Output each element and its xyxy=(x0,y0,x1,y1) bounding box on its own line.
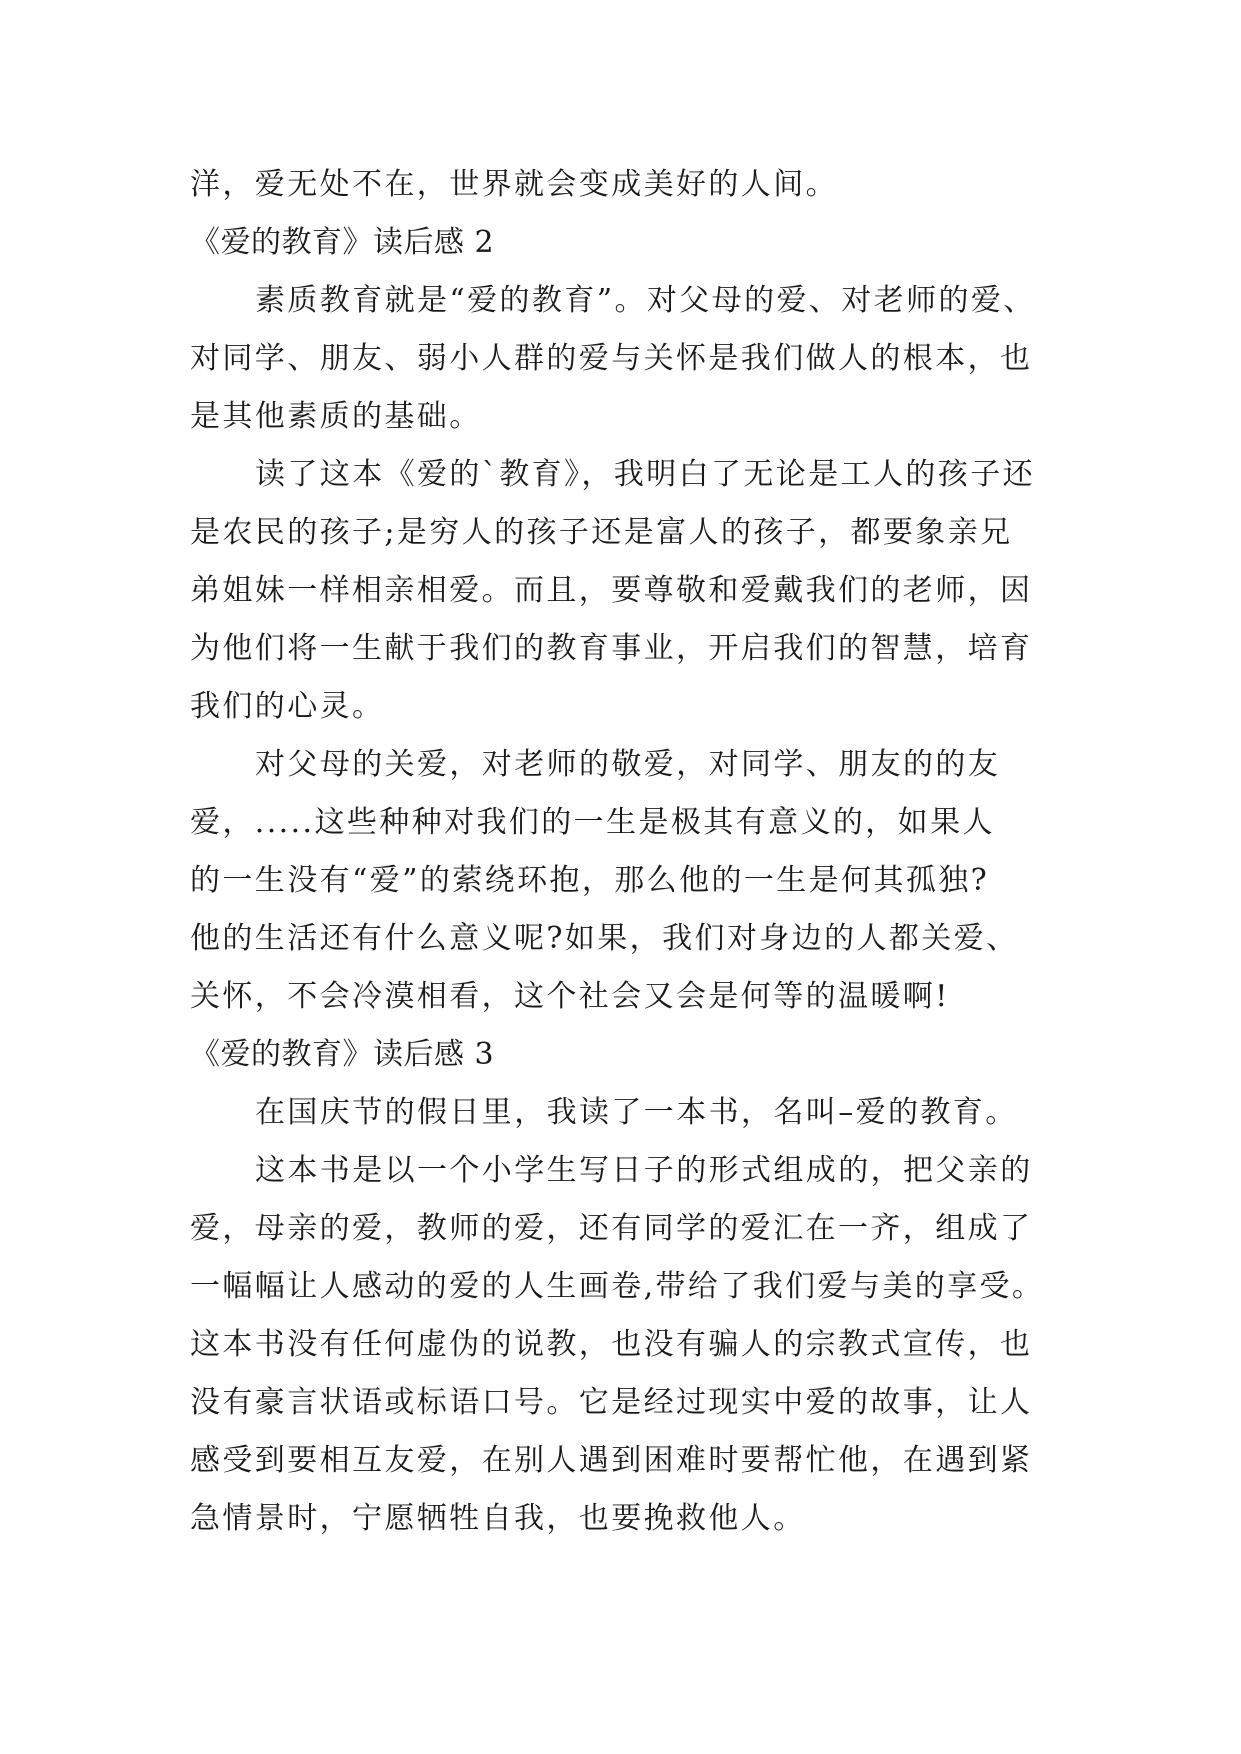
paragraph-line: 感受到要相互友爱，在别人遇到困难时要帮忙他，在遇到紧 xyxy=(190,1443,1033,1478)
paragraph-line: 爱，.....这些种种对我们的一生是极其有意义的，如果人 xyxy=(190,805,995,840)
paragraph-line: 洋，爱无处不在，世界就会变成美好的人间。 xyxy=(190,167,838,202)
paragraph-line: 爱，母亲的爱，教师的爱，还有同学的爱汇在一齐，组成了 xyxy=(190,1211,1033,1246)
paragraph-line: 对同学、朋友、弱小人群的爱与关怀是我们做人的根本，也 xyxy=(190,341,1033,376)
paragraph-line: 我们的心灵。 xyxy=(190,689,385,724)
paragraph-line: 没有豪言状语或标语口号。它是经过现实中爱的故事，让人 xyxy=(190,1385,1033,1420)
paragraph-line: 急情景时，宁愿牺牲自我，也要挽救他人。 xyxy=(190,1501,806,1536)
paragraph-line: 关怀，不会冷漠相看，这个社会又会是何等的温暖啊! xyxy=(190,979,950,1014)
paragraph-line: 的一生没有“爱”的萦绕环抱，那么他的一生是何其孤独? xyxy=(190,863,990,898)
paragraph-line: 弟姐妹一样相亲相爱。而且，要尊敬和爱戴我们的老师，因 xyxy=(190,573,1033,608)
paragraph-line: 这本书没有任何虚伪的说教，也没有骗人的宗教式宣传，也 xyxy=(190,1327,1033,1362)
paragraph-line: 读了这本《爱的`教育》，我明白了无论是工人的孩子还 xyxy=(255,457,1035,492)
paragraph-line: 一幅幅让人感动的爱的人生画卷,带给了我们爱与美的享受。 xyxy=(190,1269,1045,1304)
paragraph-line: 这本书是以一个小学生写日子的形式组成的，把父亲的 xyxy=(255,1153,1033,1188)
paragraph-line: 在国庆节的假日里，我读了一本书，名叫–爱的教育。 xyxy=(255,1095,1018,1130)
section-heading: 《爱的教育》读后感 2 xyxy=(190,225,495,260)
paragraph-line: 为他们将一生献于我们的教育事业，开启我们的智慧，培育 xyxy=(190,631,1033,666)
paragraph-line: 是其他素质的基础。 xyxy=(190,399,482,434)
paragraph-line: 他的生活还有什么意义呢?如果，我们对身边的人都关爱、 xyxy=(190,921,1019,956)
paragraph-line: 素质教育就是“爱的教育”。对父母的爱、对老师的爱、 xyxy=(255,283,1036,318)
paragraph-line: 对父母的关爱，对老师的敬爱，对同学、朋友的的友 xyxy=(255,747,1001,782)
section-heading: 《爱的教育》读后感 3 xyxy=(190,1037,495,1072)
paragraph-line: 是农民的孩子;是穷人的孩子还是富人的孩子，都要象亲兄 xyxy=(190,515,1013,550)
